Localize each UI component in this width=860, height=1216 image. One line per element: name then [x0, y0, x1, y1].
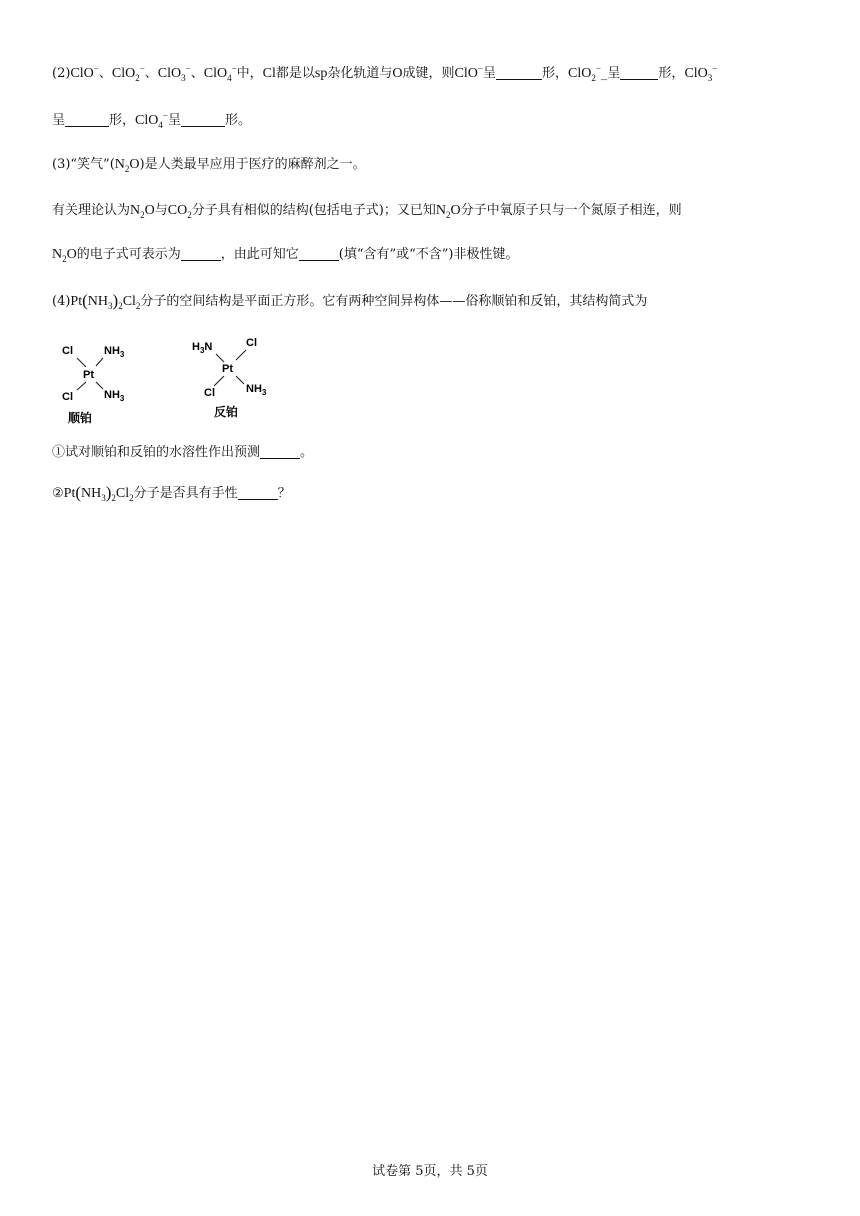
transplatin-label: 反铂: [214, 405, 239, 419]
q3-line-2: 有关理论认为$N_2O$与$CO_2$分子具有相似的结构(包括电子式)；又已知$N_2O$分子中氧原子只与一个氮原子相连，则: [52, 203, 682, 220]
answer-blank-electron-formula[interactable]: [181, 246, 221, 261]
trans-cl-top: Cl: [246, 337, 257, 349]
trans-h3n-top: $H_3N$: [192, 341, 213, 355]
formula-clo2-minus: ClO$_2$−: [111, 63, 145, 83]
q3-intro: (3)“笑气$”(N_2O)$是人类最早应用于医疗的麻醉剂之一。: [52, 157, 366, 174]
q4-intro: $(4)Pt(NH_3)_2Cl_2$分子的空间结构是平面正方形。它有两种空间异构体——俗称顺铂和反铂，其结构简式为: [52, 291, 648, 311]
answer-blank-clo3-shape[interactable]: [65, 112, 109, 127]
formula-clo-minus: ClO−: [70, 63, 99, 81]
q3-line-3: $N_2O$的电子式可表示为 ，由此可知它 (填“含有”或“不含”)非极性键。: [52, 247, 519, 264]
transplatin-structure: [190, 332, 290, 428]
formula-clo3-minus: ClO$_3$−: [157, 63, 191, 83]
answer-blank-clo4-shape[interactable]: [181, 112, 225, 127]
cisplatin-structure: [58, 338, 148, 434]
answer-blank-nonpolar-bond[interactable]: [299, 246, 339, 261]
answer-blank-clo2-shape[interactable]: [620, 65, 658, 80]
cis-nh3-bottom: $NH_3$: [104, 389, 125, 403]
cis-cl-bottom: Cl: [62, 391, 73, 403]
q2-line-2: 呈 形，ClO$_4$−呈 形。: [52, 110, 251, 130]
cis-cl-top: Cl: [62, 345, 73, 357]
formula-pt-nh3-2-cl2: $Pt(NH_3)_2Cl_2$: [70, 291, 141, 311]
trans-pt: Pt: [222, 363, 233, 375]
q4-sub-1: ①试对顺铂和反铂的水溶性作出预测 。: [52, 445, 314, 460]
page-footer: 试卷第 5页，共 5页: [372, 1164, 488, 1179]
cisplatin-label: 顺铂: [68, 411, 93, 425]
answer-blank-clo-shape[interactable]: [496, 65, 542, 80]
answer-blank-solubility[interactable]: [260, 444, 300, 459]
q2-line-1: (2)ClO−、ClO$_2$−、ClO$_3$−、ClO$_4$−中，Cl都是以sp杂化轨道与O成键，则ClO−呈 形，ClO$_2$−_呈 形，ClO$_3$−: [52, 63, 718, 83]
answer-blank-chirality[interactable]: [238, 485, 278, 500]
formula-clo4-minus: ClO$_4$−: [203, 63, 237, 83]
trans-cl-bottom: Cl: [204, 387, 215, 399]
cis-pt: Pt: [83, 369, 94, 381]
cis-nh3-top: $NH_3$: [104, 345, 125, 359]
trans-nh3-bottom: $NH_3$: [246, 383, 267, 397]
q4-sub-2: $②Pt(NH_3)_2Cl_2$分子是否具有手性 ？: [52, 483, 291, 503]
